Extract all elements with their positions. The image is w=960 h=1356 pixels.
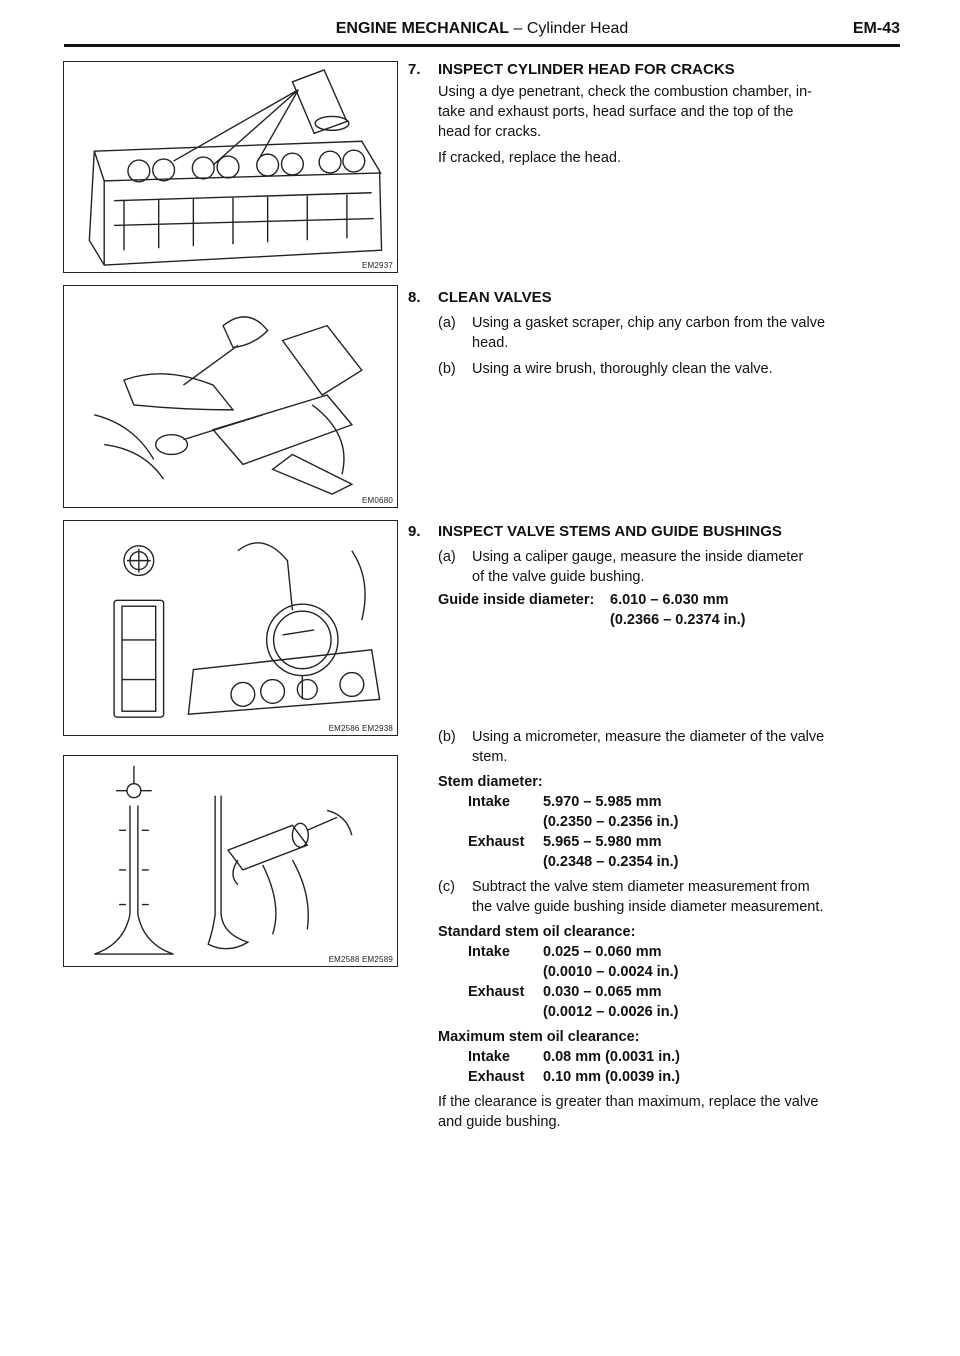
step-7-line-2: take and exhaust ports, head surface and the top of the <box>438 104 794 120</box>
figure-micrometer <box>63 755 398 967</box>
std-intake-label: Intake <box>468 944 510 960</box>
stem-exhaust-mm: 5.965 – 5.980 mm <box>543 834 662 850</box>
sub-label: (b) <box>438 361 456 377</box>
max-intake-value: 0.08 mm (0.0031 in.) <box>543 1049 681 1065</box>
sub-line: head. <box>472 335 509 351</box>
step-9 <box>408 522 908 1162</box>
step-heading: CLEAN VALVES <box>438 289 552 306</box>
final-line-1: If the clearance is greater than maximum, replace the valve <box>438 1094 819 1110</box>
std-intake-in: (0.0010 – 0.0024 in.) <box>543 964 679 980</box>
sub-line: Using a wire brush, thoroughly clean the valve. <box>472 361 773 377</box>
step-heading: INSPECT CYLINDER HEAD FOR CRACKS <box>438 61 735 78</box>
header-title <box>64 20 900 38</box>
figure-code: EM2586 EM2938 <box>328 724 393 733</box>
stem-exhaust-label: Exhaust <box>468 834 525 850</box>
step-number: 7. <box>408 61 421 78</box>
clean-valve-illustration <box>64 286 397 507</box>
stem-intake-mm: 5.970 – 5.985 mm <box>543 794 662 810</box>
std-clearance-label: Standard stem oil clearance: <box>438 924 636 940</box>
guide-in: (0.2366 – 0.2374 in.) <box>610 612 746 628</box>
step-7-line-4: If cracked, replace the head. <box>438 150 621 166</box>
page-number: EM-43 <box>852 20 900 37</box>
sub-label: (a) <box>438 315 456 331</box>
guide-mm: 6.010 – 6.030 mm <box>610 592 729 608</box>
std-exhaust-in: (0.0012 – 0.0026 in.) <box>543 1004 679 1020</box>
caliper-gauge-illustration <box>64 521 397 735</box>
cylinder-head-illustration <box>64 62 397 272</box>
step-heading: INSPECT VALVE STEMS AND GUIDE BUSHINGS <box>438 523 782 540</box>
max-intake-label: Intake <box>468 1049 510 1065</box>
step-7 <box>408 60 908 180</box>
header-subsection: Cylinder Head <box>526 20 629 37</box>
guide-label: Guide inside diameter: <box>438 592 595 608</box>
step-7-line-3: head for cracks. <box>438 124 542 140</box>
stem-label: Stem diameter: <box>438 774 543 790</box>
sub-label: (a) <box>438 549 456 565</box>
std-exhaust-mm: 0.030 – 0.065 mm <box>543 984 662 1000</box>
step-8 <box>408 288 908 388</box>
std-intake-mm: 0.025 – 0.060 mm <box>543 944 662 960</box>
stem-exhaust-in: (0.2348 – 0.2354 in.) <box>543 854 679 870</box>
micrometer-illustration <box>64 756 397 966</box>
sub-line: Subtract the valve stem diameter measurement from <box>472 879 810 895</box>
sub-line: Using a micrometer, measure the diameter of the valve <box>472 729 825 745</box>
final-line-2: and guide bushing. <box>438 1114 561 1130</box>
figure-caliper-gauge <box>63 520 398 736</box>
header-dash: – <box>509 20 527 37</box>
header-rule <box>64 44 900 47</box>
sub-line: the valve guide bushing inside diameter measurement. <box>472 899 824 915</box>
header-section: ENGINE MECHANICAL <box>335 20 510 37</box>
stem-intake-in: (0.2350 – 0.2356 in.) <box>543 814 679 830</box>
max-exhaust-value: 0.10 mm (0.0039 in.) <box>543 1069 681 1085</box>
step-number: 9. <box>408 523 421 540</box>
step-7-line-1: Using a dye penetrant, check the combustion chamber, in- <box>438 84 812 100</box>
step-number: 8. <box>408 289 421 306</box>
figure-code: EM0680 <box>362 496 393 505</box>
sub-line: stem. <box>472 749 508 765</box>
page-header <box>64 18 900 44</box>
figure-cylinder-head-dye <box>63 61 398 273</box>
sub-label: (c) <box>438 879 455 895</box>
sub-label: (b) <box>438 729 456 745</box>
max-clearance-label: Maximum stem oil clearance: <box>438 1029 640 1045</box>
stem-intake-label: Intake <box>468 794 510 810</box>
figure-code: EM2588 EM2589 <box>328 955 393 964</box>
std-exhaust-label: Exhaust <box>468 984 525 1000</box>
sub-line: Using a gasket scraper, chip any carbon from the valve <box>472 315 826 331</box>
figure-code: EM2937 <box>362 261 393 270</box>
figure-clean-valves <box>63 285 398 508</box>
sub-line: of the valve guide bushing. <box>472 569 645 585</box>
max-exhaust-label: Exhaust <box>468 1069 525 1085</box>
sub-line: Using a caliper gauge, measure the inside diameter <box>472 549 804 565</box>
